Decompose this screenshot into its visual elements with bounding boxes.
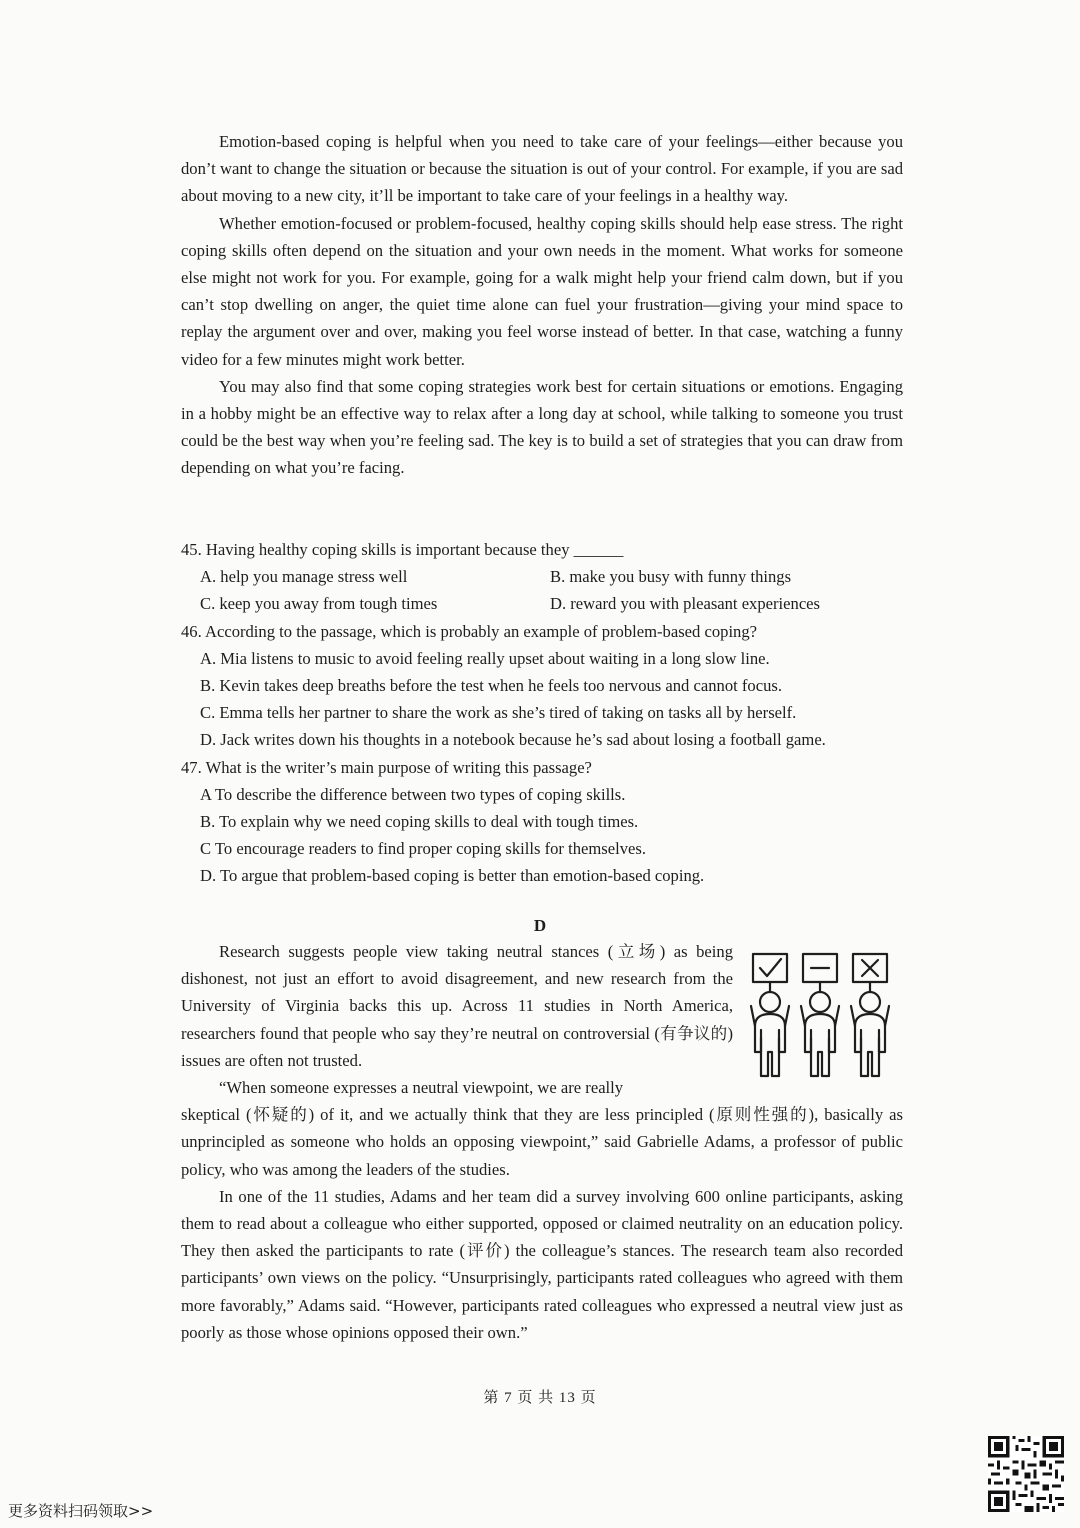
section-d-paragraph-1: Research suggests people view taking neutral stances (立场) as being dishonest, not just an effort to avoid disagreement, and new research from the University of Virginia backs this up. Across 11 studies in North America, researchers found that people who say they’re neutral on controversial (有争议的) issues are often not trusted.	[181, 942, 733, 1070]
more-resources-link[interactable]: 更多资料扫码领取>>	[8, 1502, 154, 1520]
questions-block	[181, 536, 903, 890]
question-45: 45. Having healthy coping skills is important because they ______	[181, 540, 624, 559]
question-46: 46. According to the passage, which is probably an example of problem-based coping?	[181, 621, 758, 641]
page-number: 第 7 页 共 13 页	[483, 1390, 597, 1406]
check-sign-icon	[753, 954, 787, 982]
section-d-paragraph-2-rest: skeptical (怀疑的) of it, and we actually think that they are less principled (原则性强的), basically as unprincipled as someone who holds an opposing viewpoint,” said Gabrielle Adams, a professor of public policy, who was among the leaders of the studies.	[181, 1105, 903, 1179]
passage-c	[181, 128, 903, 482]
passage-c-paragraph-2: Whether emotion-focused or problem-focused, healthy coping skills should help ease stress. The right coping skills often depend on the situation and your own needs in the moment. What works for someone else might not work for you. For example, going for a walk might help your friend calm down, but if you can’t stop dwelling on anger, the quiet time alone can fuel your frustration—giving your mind space to replay the argument over and over, making you feel worse instead of better. In that case, watching a funny video for a few minutes might work better.	[181, 213, 903, 369]
question-45-options-row-1	[200, 563, 903, 590]
question-45-option-c: C. keep you away from tough times	[200, 594, 438, 614]
question-47-option-a: A To describe the difference between two types of coping skills.	[200, 784, 626, 804]
question-47: 47. What is the writer’s main purpose of writing this passage?	[181, 757, 592, 777]
question-47-option-b: B. To explain why we need coping skills to deal with tough times.	[200, 812, 639, 832]
section-d-heading: D	[533, 916, 547, 935]
question-46-option-d: D. Jack writes down his thoughts in a notebook because he’s sad about losing a football game.	[200, 730, 826, 750]
question-46-option-c: C. Emma tells her partner to share the work as she’s tired of taking on tasks all by herself.	[200, 703, 797, 723]
qr-code-icon[interactable]	[988, 1436, 1064, 1512]
question-47-option-c: C To encourage readers to find proper coping skills for themselves.	[200, 839, 646, 859]
question-45-option-b: B. make you busy with funny things	[550, 567, 792, 587]
question-45-option-a: A. help you manage stress well	[200, 567, 408, 587]
section-d-paragraph-3: In one of the 11 studies, Adams and her team did a survey involving 600 online participants, asking them to read about a colleague who either supported, opposed or claimed neutrality on an education policy. They then asked the participants to rate (评价) the colleague’s stances. The research team also recorded participants’ own views on the policy. “Unsurprisingly, participants rated colleagues who agreed with them more favorably,” Adams said. “However, participants rated colleagues who expressed a neutral view just as poorly as those whose opinions opposed their own.”	[181, 1186, 903, 1342]
question-46-option-b: B. Kevin takes deep breaths before the test when he feels too nervous and cannot focus.	[200, 676, 782, 696]
question-45-option-d: D. reward you with pleasant experiences	[550, 594, 821, 614]
section-d-paragraph-2-start: “When someone expresses a neutral viewpoint, we are really	[219, 1078, 624, 1098]
question-47-option-d: D. To argue that problem-based coping is better than emotion-based coping.	[200, 866, 705, 886]
three-people-signs-illustration	[745, 948, 895, 1078]
question-45-options-row-2	[200, 590, 903, 617]
passage-c-paragraph-1: Emotion-based coping is helpful when you need to take care of your feelings—either because you don’t want to change the situation or because the situation is out of your control. For example, if you are sad about moving to a new city, it’ll be important to take care of your feelings in a healthy way.	[181, 132, 903, 206]
question-46-option-a: A. Mia listens to music to avoid feeling really upset about waiting in a long slow line.	[200, 648, 770, 668]
passage-c-paragraph-3: You may also find that some coping strategies work best for certain situations or emotions. Engaging in a hobby might be an effective way to relax after a long day at school, while talking to someone you trust could be the best way when you’re feeling sad. The key is to build a set of strategies that you can draw from depending on what you’re facing.	[181, 376, 903, 478]
